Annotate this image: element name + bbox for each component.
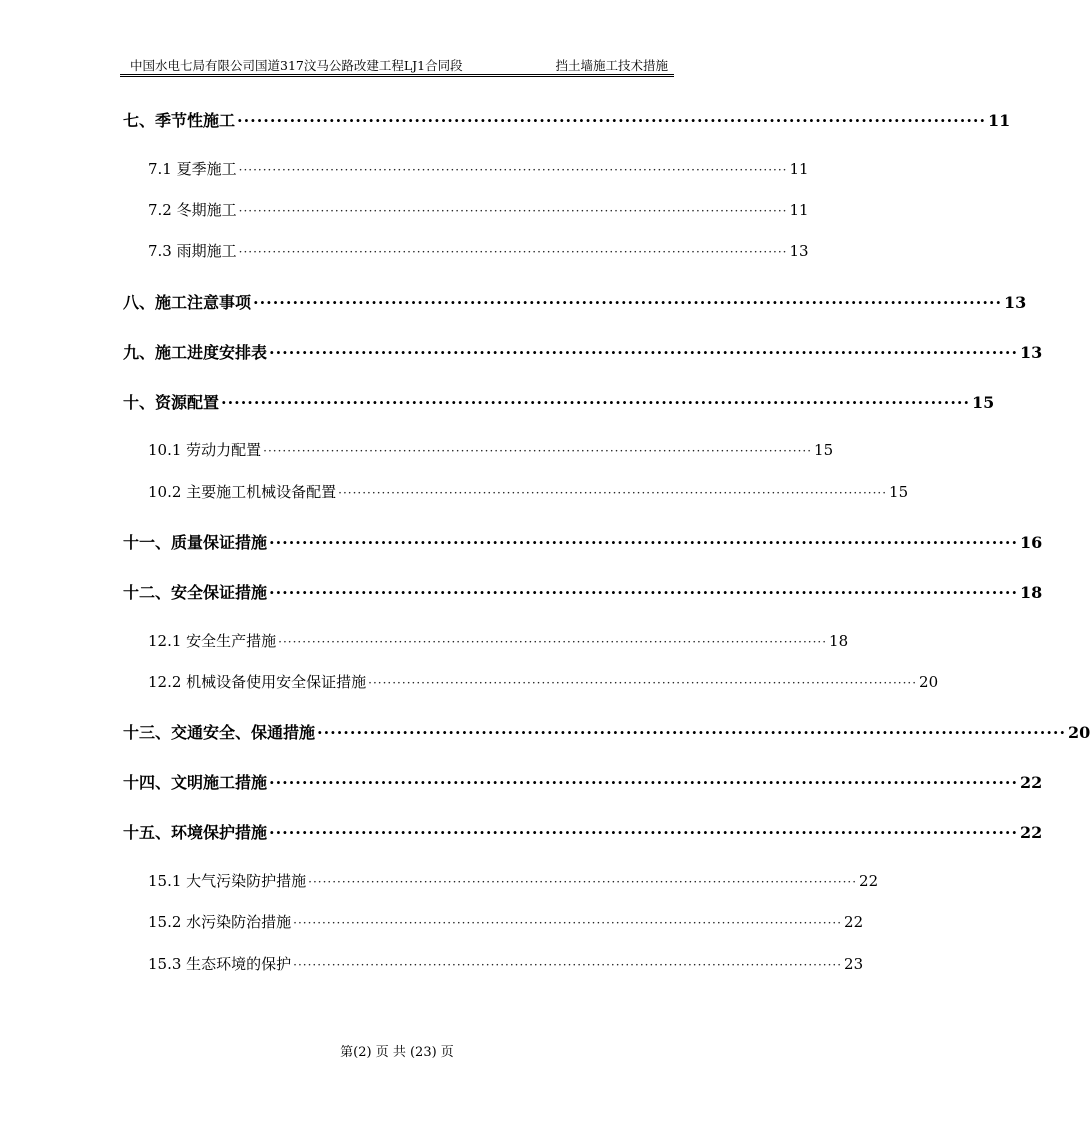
toc-entry-title: 九、施工进度安排表 [123,343,268,362]
toc-leader: ·················································································································· [269,583,1019,602]
toc-entry [123,580,1043,603]
toc-entry-title: 15.2 水污染防治措施 [148,913,292,931]
toc-leader: ·················································································································· [278,635,828,649]
toc-leader: ·················································································································· [293,958,843,972]
toc-entry-title: 十一、质量保证措施 [123,533,268,552]
toc-leader: ·················································································································· [253,293,1003,312]
toc-entry-title: 7.3 雨期施工 [148,242,237,260]
toc-entry-title: 10.2 主要施工机械设备配置 [148,483,337,501]
toc-leader: ·················································································································· [269,343,1019,362]
toc-entry [123,530,1043,553]
toc-entry-title: 12.2 机械设备使用安全保证措施 [148,673,367,691]
toc-entry [148,630,849,651]
toc-entry-page: 11 [988,111,1011,130]
toc-entry [123,820,1043,843]
toc-entry-title: 12.1 安全生产措施 [148,632,277,650]
toc-entry [123,770,1043,793]
toc-entry-page: 11 [789,160,809,178]
toc-entry-title: 15.1 大气污染防护措施 [148,872,307,890]
toc-entry-page: 16 [1020,533,1043,552]
toc-entry-title: 十三、交通安全、保通措施 [123,723,316,742]
toc-entry [123,390,995,413]
header-document-title: 挡土墙施工技术措施 [555,58,668,73]
toc-entry [123,720,1090,743]
toc-entry-page: 13 [1004,293,1027,312]
page-footer: 第(2) 页 共 (23) 页 [340,1045,454,1060]
toc-entry-page: 22 [844,913,864,931]
toc-entry [123,340,1043,363]
toc-entry-title: 7.2 冬期施工 [148,201,237,219]
toc-entry [148,953,864,974]
toc-entry [148,481,909,502]
toc-entry [148,158,809,179]
toc-leader: ·················································································································· [269,773,1019,792]
toc-entry [148,671,939,692]
toc-leader: ·················································································································· [338,486,888,500]
toc-entry-title: 十五、环境保护措施 [123,823,268,842]
toc-entry [123,108,1011,131]
toc-leader: ·················································································································· [308,875,858,889]
toc-leader: ·················································································································· [238,245,788,259]
toc-leader: ·················································································································· [293,916,843,930]
toc-leader: ·················································································································· [263,444,813,458]
toc-entry-page: 11 [789,201,809,219]
toc-entry-title: 7.1 夏季施工 [148,160,237,178]
toc-entry-page: 15 [814,441,834,459]
toc-leader: ·················································································································· [269,533,1019,552]
toc-leader: ·················································································································· [368,676,918,690]
toc-entry-title: 15.3 生态环境的保护 [148,955,292,973]
toc-entry-page: 18 [1020,583,1043,602]
toc-entry-page: 13 [789,242,809,260]
toc-entry-page: 15 [889,483,909,501]
toc-entry [148,870,879,891]
toc-entry-title: 七、季节性施工 [123,111,236,130]
toc-leader: ·················································································································· [221,393,971,412]
toc-entry-title: 十、资源配置 [123,393,220,412]
toc-entry-page: 13 [1020,343,1043,362]
toc-entry-page: 20 [1068,723,1090,742]
toc-entry-page: 15 [972,393,995,412]
toc-entry-page: 20 [919,673,939,691]
toc-leader: ·················································································································· [237,111,987,130]
toc-entry [148,240,809,261]
toc-entry [148,199,809,220]
toc-entry-title: 十四、文明施工措施 [123,773,268,792]
toc-entry [123,290,1027,313]
toc-leader: ·················································································································· [238,204,788,218]
toc-entry-title: 十二、安全保证措施 [123,583,268,602]
header-project-title: 中国水电七局有限公司国道317汶马公路改建工程LJ1合同段 [130,58,463,73]
toc-entry [148,439,834,460]
toc-entry-page: 23 [844,955,864,973]
toc-entry-page: 18 [829,632,849,650]
toc-entry-page: 22 [859,872,879,890]
toc-entry-title: 八、施工注意事项 [123,293,252,312]
toc-entry-page: 22 [1020,823,1043,842]
toc-entry-title: 10.1 劳动力配置 [148,441,262,459]
toc-entry [148,911,864,932]
toc-entry-page: 22 [1020,773,1043,792]
toc-leader: ·················································································································· [269,823,1019,842]
toc-leader: ·················································································································· [238,163,788,177]
toc-leader: ·················································································································· [317,723,1067,742]
